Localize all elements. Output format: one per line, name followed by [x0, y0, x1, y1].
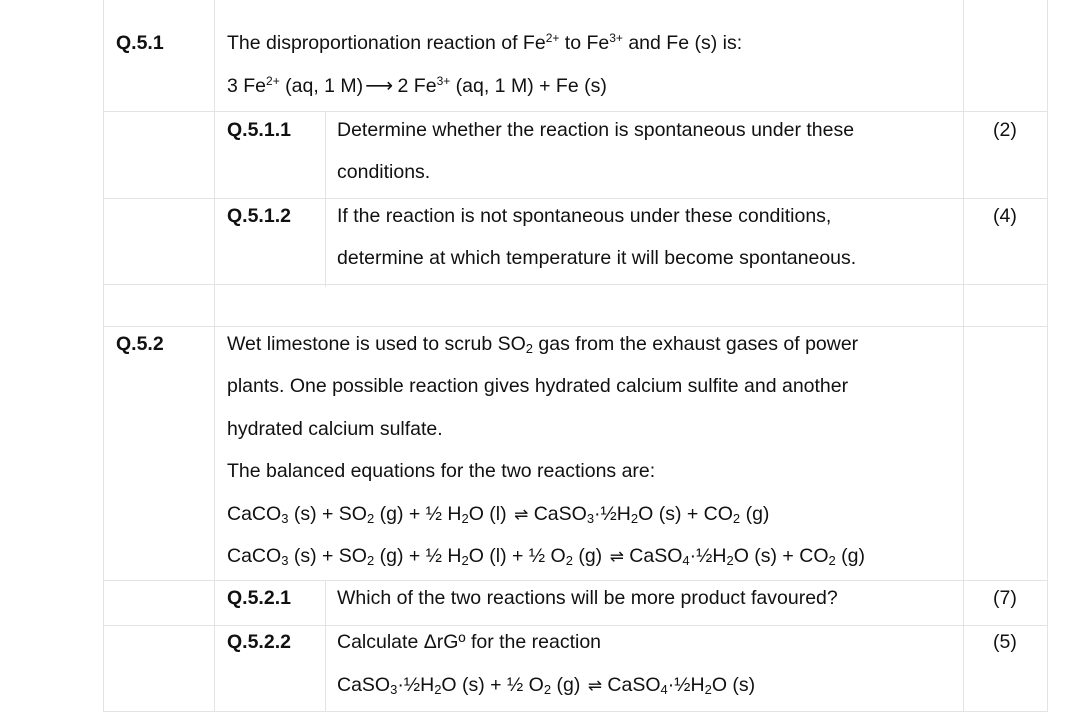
row-divider: [103, 580, 1047, 581]
reaction-arrow-icon: ⟶: [365, 75, 391, 97]
q5-1-2-text-line1: If the reaction is not spontaneous under these conditions,: [337, 205, 832, 227]
marks-q5-2-1: (7): [993, 587, 1017, 609]
q5-1-2-text-line2: determine at which temperature it will become spontaneous.: [337, 247, 857, 269]
table-divider-col3: [963, 0, 964, 712]
q5-2-equations-intro: The balanced equations for the two reactions are:: [227, 460, 656, 482]
equilibrium-arrow-icon: ⇌: [587, 676, 600, 695]
row-divider: [103, 111, 1047, 112]
marks-q5-1-2: (4): [993, 205, 1017, 227]
q5-2-1-text: Which of the two reactions will be more product favoured?: [337, 587, 838, 609]
q5-2-paragraph-line3: hydrated calcium sulfate.: [227, 418, 443, 440]
marks-q5-2-2: (5): [993, 631, 1017, 653]
question-number-q5-1-2: Q.5.1.2: [227, 205, 291, 227]
equilibrium-arrow-icon: ⇌: [514, 505, 527, 524]
question-number-q5-2-2: Q.5.2.2: [227, 631, 291, 653]
row-divider: [103, 198, 1047, 199]
q5-1-1-text-line1: Determine whether the reaction is spontaneous under these: [337, 119, 855, 141]
q5-2-equation-1: CaCO$_3$ $(s) + SO_2$ (g) + ½ $H_2O$ (l) ⇌ $CaSO_3\cdot\frac{1}{2}H_2O$ $(s) + CO_2$ (g): [227, 503, 770, 526]
q5-2-2-text: Calculate ΔrGº for the reaction: [337, 631, 602, 653]
table-border-right: [1047, 0, 1048, 712]
table-divider-col1: [214, 0, 215, 712]
row-divider: [103, 625, 1047, 626]
question-number-q5-1-1: Q.5.1.1: [227, 119, 291, 141]
q5-2-2-equation: $CaSO_3\cdot\frac{1}{2}H_2O$ (s) + ½ $O_2$ (g) ⇌ $CaSO_4\cdot\frac{1}{2}H_2O$ (s): [337, 674, 756, 697]
question-number-q5-1: Q.5.1: [116, 32, 164, 54]
q5-1-1-text-line2: conditions.: [337, 161, 431, 183]
marks-q5-1-1: (2): [993, 119, 1017, 141]
q5-2-paragraph-line2: plants. One possible reaction gives hydrated calcium sulfite and another: [227, 375, 849, 397]
equilibrium-arrow-icon: ⇌: [609, 547, 622, 566]
q5-1-intro: The disproportionation reaction of $Fe^{2+}$ to $Fe^{3+}$ and Fe (s) is:: [227, 31, 743, 54]
q5-2-paragraph-line1: Wet limestone is used to scrub $SO_2$ gas from the exhaust gases of power: [227, 333, 859, 356]
q5-2-equation-2: CaCO$_3$ $(s) + SO_2$ (g) + ½ $H_2O$ (l) + ½ $O_2$ (g) ⇌ $CaSO_4\cdot\frac{1}{2}H_2O$ $(s) + CO_2$ (g): [227, 545, 865, 568]
q5-1-equation: 3 $Fe^{2+}$ (aq, 1 M) ⟶ 2 $Fe^{3+}$ (aq, 1 M) + Fe (s): [227, 74, 607, 97]
row-divider: [103, 711, 1047, 712]
row-divider: [103, 284, 1047, 285]
table-border-left: [103, 0, 104, 712]
table-divider-sub-q52: [325, 580, 326, 712]
question-number-q5-2: Q.5.2: [116, 333, 164, 355]
question-number-q5-2-1: Q.5.2.1: [227, 587, 291, 609]
table-divider-sub-q51: [325, 111, 326, 287]
row-divider: [103, 326, 1047, 327]
